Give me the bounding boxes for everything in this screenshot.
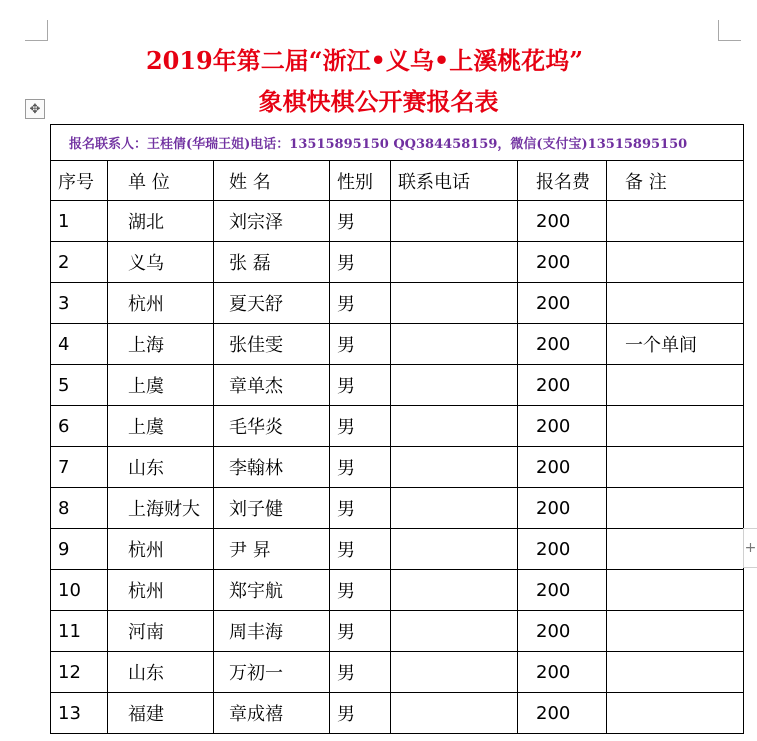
contact-row [51,125,744,161]
header-fee[interactable]: 报名费 [518,161,607,201]
cell-num[interactable]: 5 [51,365,108,406]
document-title-line1: 2019年第二届“浙江•义乌•上溪桃花坞” [145,46,584,75]
cell-note[interactable] [607,570,744,611]
cell-phone[interactable] [391,693,518,734]
table-row [51,324,744,365]
cell-phone[interactable] [391,529,518,570]
cell-unit[interactable]: 义乌 [108,242,214,283]
cell-gender[interactable]: 男 [330,283,391,324]
table-row [51,242,744,283]
table-row [51,488,744,529]
page-corner-mark-left [25,20,48,41]
cell-unit[interactable]: 福建 [108,693,214,734]
cell-name[interactable]: 夏天舒 [214,283,330,324]
cell-num[interactable]: 12 [51,652,108,693]
cell-phone[interactable] [391,447,518,488]
cell-num[interactable]: 7 [51,447,108,488]
cell-name[interactable]: 张 磊 [214,242,330,283]
cell-note[interactable] [607,365,744,406]
table-row [51,406,744,447]
cell-fee[interactable]: 200 [518,611,607,652]
cell-num[interactable]: 10 [51,570,108,611]
cell-gender[interactable]: 男 [330,324,391,365]
cell-num[interactable]: 11 [51,611,108,652]
cell-name[interactable]: 张佳雯 [214,324,330,365]
cell-unit[interactable]: 上虞 [108,406,214,447]
cell-name[interactable]: 毛华炎 [214,406,330,447]
registration-table [50,124,744,734]
table-row [51,283,744,324]
cell-note[interactable] [607,242,744,283]
plus-icon[interactable]: + [743,528,757,568]
cell-name[interactable]: 尹 昇 [214,529,330,570]
cell-num[interactable]: 9 [51,529,108,570]
cell-gender[interactable]: 男 [330,611,391,652]
cell-num[interactable]: 3 [51,283,108,324]
cell-fee[interactable]: 200 [518,447,607,488]
cell-gender[interactable]: 男 [330,201,391,242]
cell-fee[interactable]: 200 [518,529,607,570]
table-row [51,447,744,488]
cell-phone[interactable] [391,324,518,365]
cell-gender[interactable]: 男 [330,529,391,570]
cell-phone[interactable] [391,242,518,283]
cell-note[interactable] [607,447,744,488]
header-phone[interactable]: 联系电话 [391,161,518,201]
cell-fee[interactable]: 200 [518,652,607,693]
header-name[interactable]: 姓 名 [214,161,330,201]
cell-phone[interactable] [391,283,518,324]
cell-phone[interactable] [391,652,518,693]
cell-num[interactable]: 6 [51,406,108,447]
cell-phone[interactable] [391,201,518,242]
cell-unit[interactable]: 杭州 [108,570,214,611]
cell-fee[interactable]: 200 [518,242,607,283]
cell-note[interactable] [607,283,744,324]
table-row [51,529,744,570]
cell-gender[interactable]: 男 [330,488,391,529]
header-note[interactable]: 备 注 [607,161,744,201]
cell-note[interactable] [607,611,744,652]
table-row [51,693,744,734]
cell-note[interactable] [607,529,744,570]
cell-unit[interactable]: 山东 [108,447,214,488]
cell-fee[interactable]: 200 [518,365,607,406]
cell-fee[interactable]: 200 [518,283,607,324]
contact-info[interactable]: 报名联系人：王桂倩(华瑞王姐)电话：13515895150 QQ384458159，微信(支付宝)13515895150 [51,125,744,161]
cell-name[interactable]: 刘子健 [214,488,330,529]
cell-unit[interactable]: 河南 [108,611,214,652]
cell-gender[interactable]: 男 [330,447,391,488]
table-row [51,570,744,611]
cell-name[interactable]: 章成禧 [214,693,330,734]
cell-gender[interactable]: 男 [330,365,391,406]
cell-note[interactable] [607,488,744,529]
cell-phone[interactable] [391,365,518,406]
cell-fee[interactable]: 200 [518,570,607,611]
table-row [51,201,744,242]
move-arrows-icon[interactable]: ✥ [25,99,45,119]
document-title-line2: 象棋快棋公开赛报名表 [258,87,499,116]
cell-note[interactable] [607,201,744,242]
cell-unit[interactable]: 上海 [108,324,214,365]
cell-unit[interactable]: 上海财大 [108,488,214,529]
header-unit[interactable]: 单 位 [108,161,214,201]
cell-gender[interactable]: 男 [330,693,391,734]
cell-phone[interactable] [391,611,518,652]
cell-name[interactable]: 万初一 [214,652,330,693]
table-row [51,611,744,652]
cell-unit[interactable]: 湖北 [108,201,214,242]
header-gender[interactable]: 性别 [330,161,391,201]
cell-unit[interactable]: 杭州 [108,529,214,570]
cell-num[interactable]: 8 [51,488,108,529]
cell-phone[interactable] [391,488,518,529]
cell-fee[interactable]: 200 [518,488,607,529]
cell-unit[interactable]: 山东 [108,652,214,693]
cell-fee[interactable]: 200 [518,693,607,734]
cell-note[interactable] [607,693,744,734]
cell-gender[interactable]: 男 [330,652,391,693]
cell-note[interactable]: 一个单间 [607,324,744,365]
cell-name[interactable]: 周丰海 [214,611,330,652]
cell-name[interactable]: 郑宇航 [214,570,330,611]
cell-num[interactable]: 4 [51,324,108,365]
cell-note[interactable] [607,406,744,447]
cell-phone[interactable] [391,570,518,611]
cell-name[interactable]: 李翰林 [214,447,330,488]
cell-unit[interactable]: 杭州 [108,283,214,324]
cell-name[interactable]: 刘宗泽 [214,201,330,242]
cell-num[interactable]: 13 [51,693,108,734]
cell-fee[interactable]: 200 [518,201,607,242]
cell-gender[interactable]: 男 [330,406,391,447]
header-num[interactable]: 序号 [51,161,108,201]
table-row [51,652,744,693]
cell-gender[interactable]: 男 [330,570,391,611]
cell-fee[interactable]: 200 [518,406,607,447]
cell-num[interactable]: 2 [51,242,108,283]
cell-unit[interactable]: 上虞 [108,365,214,406]
cell-note[interactable] [607,652,744,693]
cell-name[interactable]: 章单杰 [214,365,330,406]
cell-phone[interactable] [391,406,518,447]
page-corner-mark-right [718,20,741,41]
table-row [51,365,744,406]
cell-num[interactable]: 1 [51,201,108,242]
header-row [51,161,744,201]
cell-fee[interactable]: 200 [518,324,607,365]
cell-gender[interactable]: 男 [330,242,391,283]
